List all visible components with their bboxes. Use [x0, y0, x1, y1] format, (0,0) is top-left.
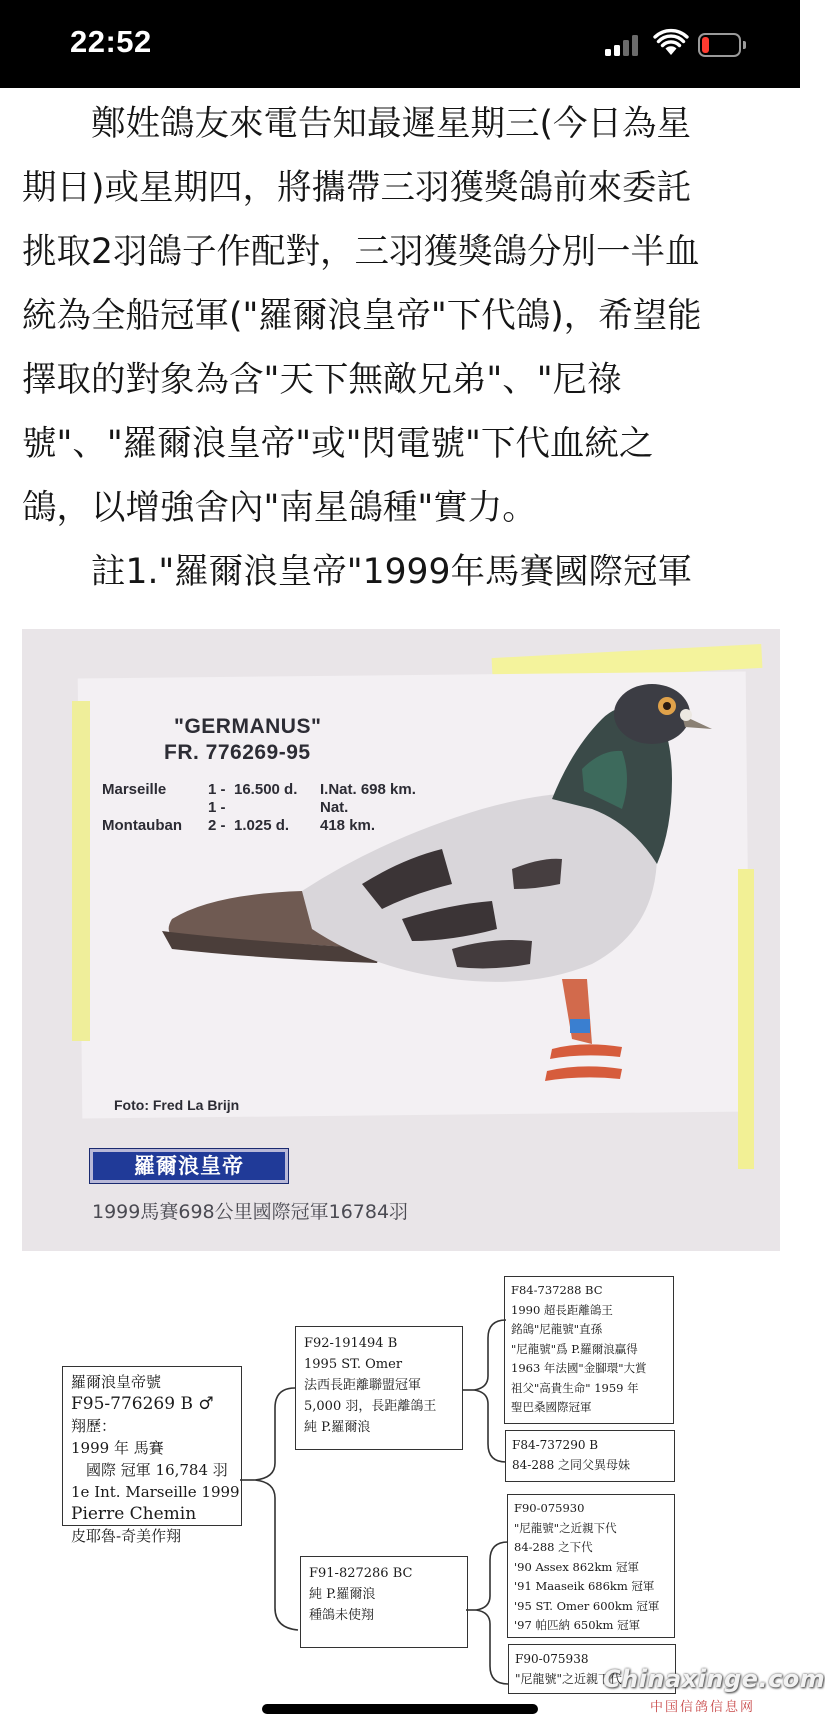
pedigree-line: '97 帕匹納 650km 冠軍: [514, 1618, 641, 1632]
pedigree-connector-sire: [462, 1318, 508, 1468]
pedigree-line: "尼龍號"之近親下代: [514, 1520, 617, 1535]
pedigree-line: F92-191494 B: [304, 1336, 398, 1351]
result-value: 1.025 d.: [234, 817, 290, 834]
battery-low-icon: [698, 33, 746, 57]
home-indicator[interactable]: [262, 1704, 538, 1714]
pedigree-line: '91 Maaseik 686km 冠軍: [514, 1579, 655, 1593]
pedigree-line: 1999 年 馬賽: [71, 1439, 164, 1457]
pedigree-dam-sire-box: [507, 1494, 675, 1638]
pedigree-line: 銘鴿"尼龍號"直孫: [511, 1322, 603, 1336]
article-line: 挑取2羽鴿子作配對，三羽獲獎鴿分別一半血: [22, 232, 700, 272]
pedigree-line: 1990 超長距離鴿王: [511, 1302, 613, 1317]
pedigree-line: F90-075930: [514, 1501, 585, 1515]
pedigree-line: "尼龍號"之近親下代: [515, 1672, 623, 1686]
pedigree-chart[interactable]: [50, 1278, 750, 1686]
battery-level-fill: [702, 37, 709, 53]
result-position: 1 -: [208, 799, 226, 816]
pedigree-line: 羅爾浪皇帝號: [71, 1373, 162, 1391]
pedigree-line: 祖父"高貴生命" 1959 年: [511, 1380, 639, 1395]
pedigree-line: 純 P.羅爾浪: [309, 1587, 376, 1602]
pedigree-line: '95 ST. Omer 600km 冠軍: [514, 1598, 660, 1613]
pedigree-line: 5,000 羽，長距離鴿王: [304, 1399, 437, 1414]
result-detail: Nat.: [320, 799, 349, 816]
pedigree-line: '90 Assex 862km 冠軍: [514, 1559, 639, 1574]
pedigree-sire-box: [295, 1326, 463, 1450]
article-line: 期日)或星期四，將攜帶三羽獲獎鴿前來委託: [22, 168, 691, 208]
pedigree-line: 種鴿未使翔: [309, 1608, 375, 1623]
pedigree-line: 84-288 之下代: [514, 1540, 593, 1554]
pedigree-line: F90-075938: [515, 1652, 589, 1666]
photo-credit: Foto: Fred La Brijn: [114, 1097, 240, 1113]
article-line: 鄭姓鴿友來電告知最遲星期三(今日為星: [22, 104, 691, 144]
pedigree-connector-main: [240, 1368, 300, 1638]
result-position: 1 -: [208, 781, 226, 798]
pedigree-line: 皮耶魯-奇美作翔: [71, 1527, 182, 1545]
status-time: 22:52: [70, 24, 152, 59]
photo-pigeon-name: "GERMANUS": [174, 715, 322, 738]
article-body: [22, 92, 782, 604]
result-position: 2 -: [208, 817, 226, 834]
pedigree-line: 84-288 之同父異母妹: [512, 1458, 631, 1472]
status-bar: [0, 0, 800, 88]
pedigree-line: 1995 ST. Omer: [304, 1357, 403, 1372]
article-line: 鴿，以增強舍內"南星鴿種"實力。: [22, 488, 537, 528]
pedigree-line: F91-827286 BC: [309, 1566, 413, 1581]
pedigree-line: "尼龍號"爲 P.羅爾浪贏得: [511, 1341, 638, 1356]
pedigree-line: Pierre Chemin: [71, 1504, 197, 1524]
pedigree-subject-box: [62, 1366, 242, 1545]
site-watermark: Chinaxinge.com: [603, 1665, 825, 1693]
pedigree-line: 1e Int. Marseille 1999: [71, 1483, 240, 1501]
article-line: 擇取的對象為含"天下無敵兄弟"、"尼祿: [22, 360, 622, 400]
site-watermark-subtitle: 中国信鸽信息网: [650, 1700, 756, 1715]
pedigree-line: 國際 冠軍 16,784 羽: [71, 1461, 228, 1479]
result-detail: I.Nat. 698 km.: [320, 781, 416, 798]
photo-title-banner: 羅爾浪皇帝: [90, 1149, 288, 1183]
pedigree-line: F84-737290 B: [512, 1438, 599, 1452]
result-detail: 418 km.: [320, 817, 376, 834]
pedigree-dam-box: [300, 1556, 468, 1648]
pedigree-sire-dam-box: [505, 1430, 675, 1482]
result-place: Montauban: [102, 817, 182, 834]
article-line: 號"、"羅爾浪皇帝"或"閃電號"下代血統之: [22, 424, 654, 464]
pedigree-line: 純 P.羅爾浪: [304, 1420, 371, 1435]
pedigree-connector-dam: [466, 1540, 510, 1690]
result-place: Marseille: [102, 781, 167, 798]
cellular-signal-icon: [605, 34, 645, 56]
pigeon-photo[interactable]: [22, 629, 780, 1251]
photo-caption: 1999馬賽698公里國際冠軍16784羽: [92, 1201, 409, 1223]
wifi-icon: [654, 30, 688, 56]
result-value: 16.500 d.: [234, 781, 298, 798]
pedigree-line: 翔歷：: [71, 1417, 117, 1435]
article-line: 統為全船冠軍("羅爾浪皇帝"下代鴿)，希望能: [22, 296, 702, 336]
photo-ring-number: FR. 776269-95: [164, 741, 311, 764]
pedigree-line: 法西長距離聯盟冠軍: [304, 1378, 422, 1393]
article-line: 註1."羅爾浪皇帝"1999年馬賽國際冠軍: [22, 552, 692, 592]
pedigree-line: 1963 年法國"金腳環"大賞: [511, 1361, 647, 1375]
pedigree-line: F95-776269 B ♂: [71, 1394, 214, 1414]
pedigree-sire-sire-box: [504, 1276, 674, 1424]
pedigree-line: 聖巴桑國際冠軍: [511, 1400, 592, 1414]
pedigree-line: F84-737288 BC: [511, 1283, 603, 1297]
